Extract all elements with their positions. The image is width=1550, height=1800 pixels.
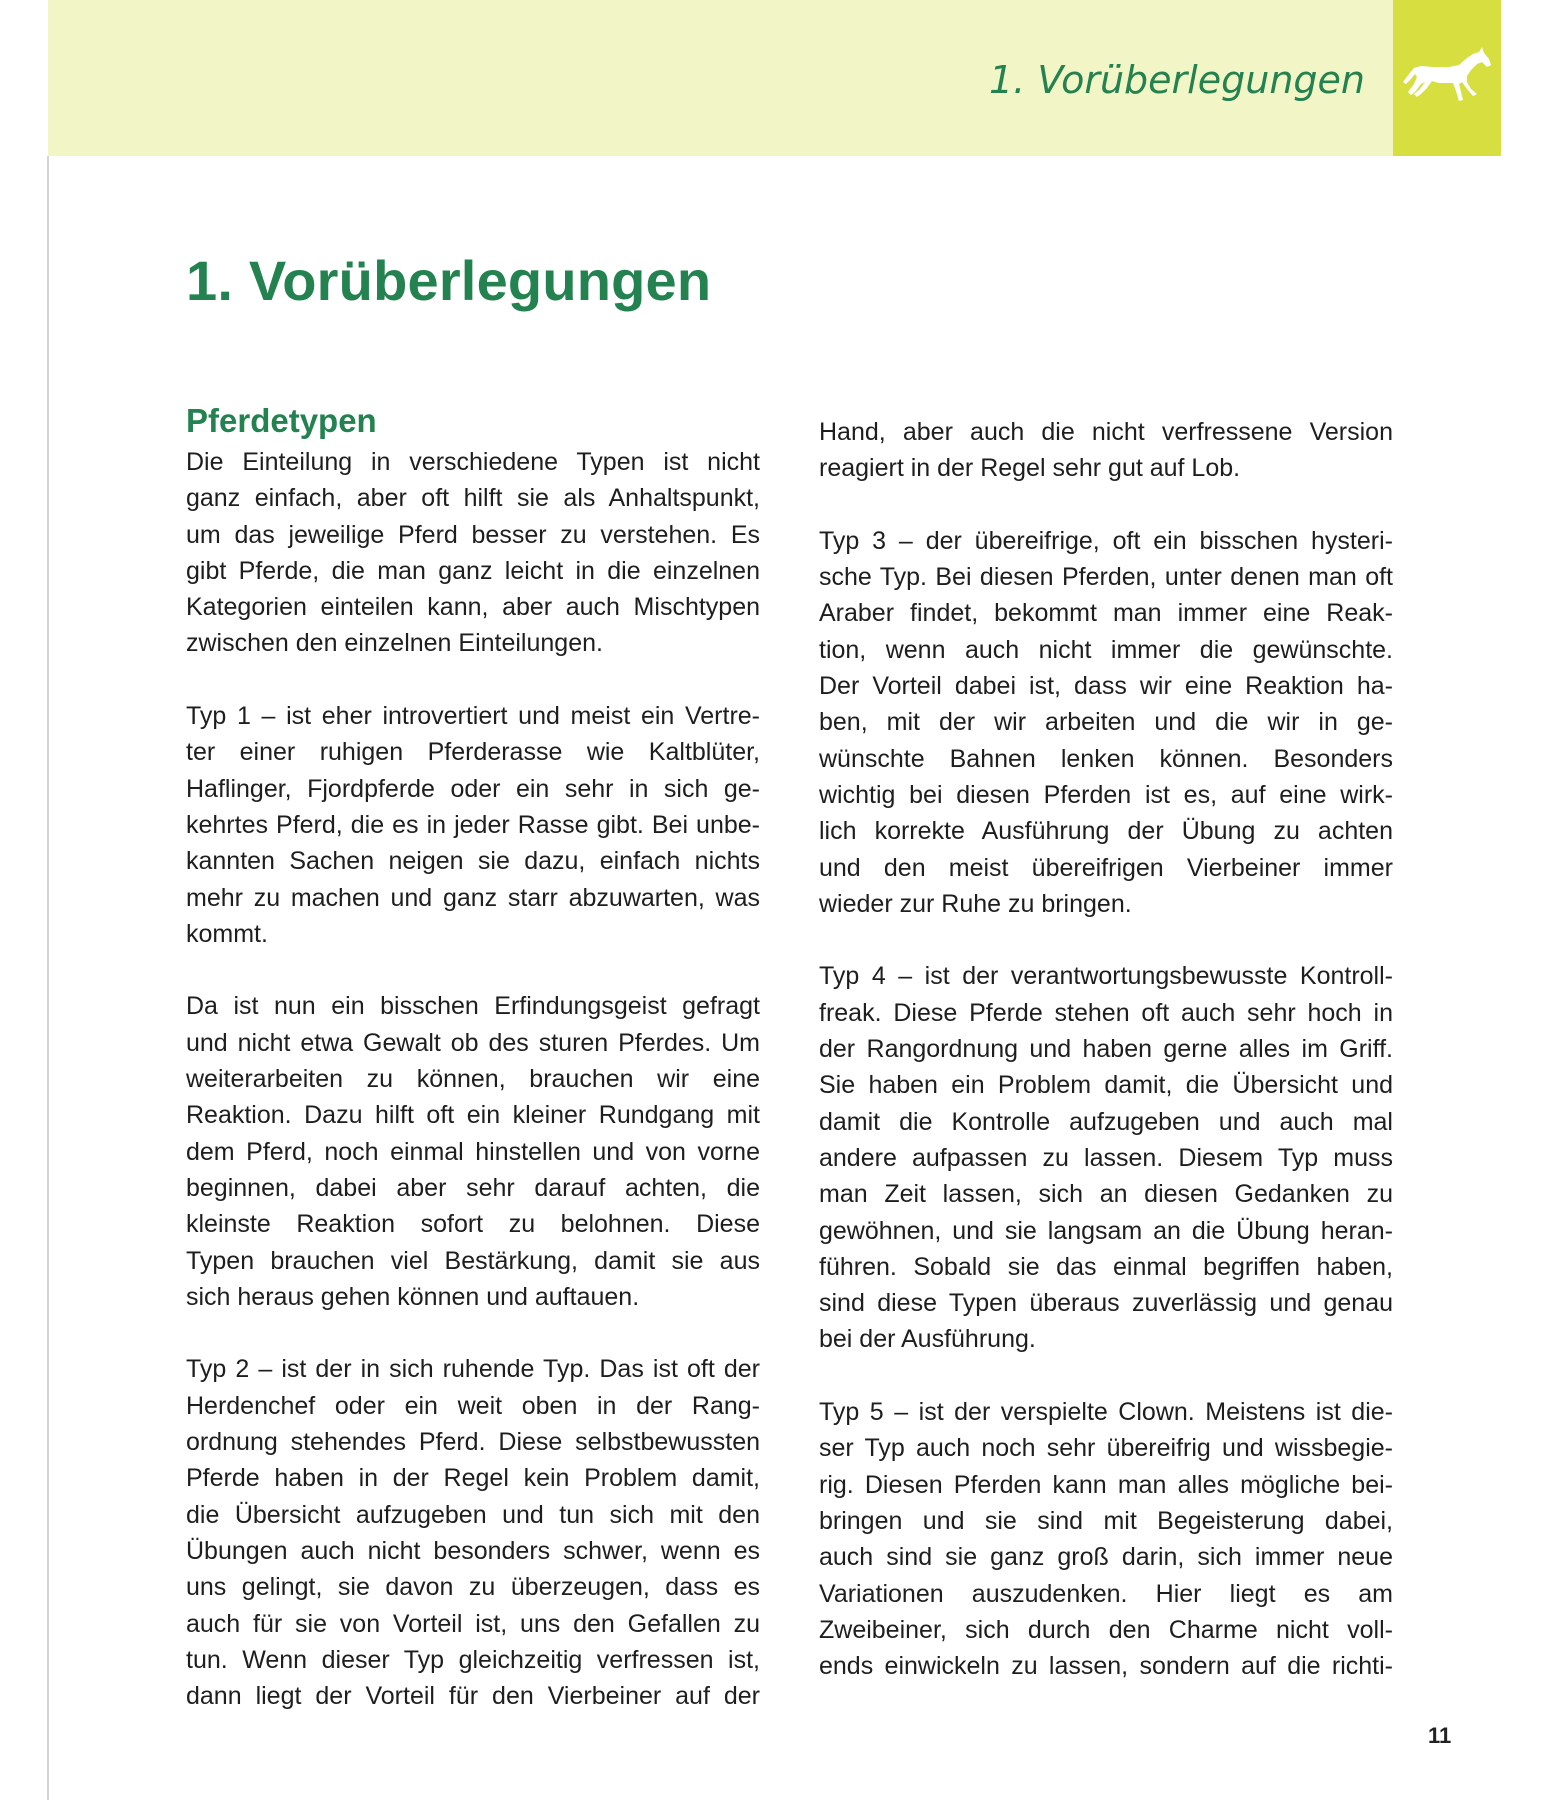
paragraph bbox=[819, 523, 1393, 922]
text-line: auch für sie von Vorteil ist, uns den Gefallen zu bbox=[186, 1609, 760, 1638]
text-line: Typ 3 – der übereifrige, oft ein bisschen hysteri- bbox=[819, 526, 1393, 555]
right-column-body bbox=[819, 414, 1393, 1684]
text-line: Die Einteilung in verschiedene Typen ist nicht bbox=[186, 448, 760, 476]
text-line: zwischen den einzelnen Einteilungen. bbox=[186, 629, 603, 658]
horse-icon bbox=[1401, 46, 1493, 106]
text-line: die Übersicht aufzugeben und tun sich mit den bbox=[186, 1500, 760, 1529]
text-line: Typ 2 – ist der in sich ruhende Typ. Das ist oft der bbox=[186, 1355, 760, 1384]
text-line: ganz einfach, aber oft hilft sie als Anhaltspunkt, bbox=[186, 484, 760, 513]
text-line: sche Typ. Bei diesen Pferden, unter denen man oft bbox=[819, 563, 1393, 592]
text-line: wichtig bei diesen Pferden ist es, auf eine wirk- bbox=[819, 780, 1393, 809]
page-spine-line bbox=[47, 156, 49, 1800]
text-line: gibt Pferde, die man ganz leicht in die einzelnen bbox=[186, 556, 760, 585]
paragraph bbox=[819, 414, 1393, 487]
text-line: bringen und sie sind mit Begeisterung dabei, bbox=[819, 1506, 1393, 1535]
section-heading: Pferdetypen bbox=[186, 402, 377, 439]
text-line: man Zeit lassen, sich an diesen Gedanken zu bbox=[819, 1180, 1393, 1209]
paragraph bbox=[186, 698, 760, 952]
text-line: Herdenchef oder ein weit oben in der Rang- bbox=[186, 1391, 760, 1420]
text-line: ordnung stehendes Pferd. Diese selbstbewussten bbox=[186, 1428, 760, 1457]
left-column bbox=[186, 396, 760, 1714]
paragraph-gap bbox=[819, 922, 1393, 958]
text-line: gewöhnen, und sie langsam an die Übung heran- bbox=[819, 1216, 1393, 1245]
paragraph-gap bbox=[819, 487, 1393, 523]
paragraph bbox=[819, 1394, 1393, 1684]
text-line: kehrtes Pferd, die es in jeder Rasse gibt. Bei unbe- bbox=[186, 810, 760, 839]
text-line: weiterarbeiten zu können, brauchen wir eine bbox=[186, 1065, 760, 1094]
paragraph bbox=[819, 958, 1393, 1357]
text-line: mehr zu machen und ganz starr abzuwarten, was bbox=[186, 883, 760, 912]
paragraph-gap bbox=[186, 952, 760, 988]
text-line: und nicht etwa Gewalt ob des sturen Pferdes. Um bbox=[186, 1028, 760, 1057]
running-header-title: 1. Vorüberlegungen bbox=[989, 58, 1365, 102]
text-line: Zweibeiner, sich durch den Charme nicht voll- bbox=[819, 1615, 1393, 1644]
text-line: Sie haben ein Problem damit, die Übersicht und bbox=[819, 1071, 1393, 1100]
text-line: ends einwickeln zu lassen, sondern auf die richti- bbox=[819, 1652, 1393, 1681]
left-column-body bbox=[186, 444, 760, 1714]
text-line: Typen brauchen viel Bestärkung, damit sie aus bbox=[186, 1246, 760, 1275]
text-line: Typ 4 – ist der verantwortungsbewusste Kontroll- bbox=[819, 962, 1393, 991]
text-line: Kategorien einteilen kann, aber auch Mischtypen bbox=[186, 593, 760, 622]
text-line: tun. Wenn dieser Typ gleichzeitig verfressen ist, bbox=[186, 1645, 760, 1674]
text-line: Typ 1 – ist eher introvertiert und meist ein Vertre- bbox=[186, 702, 760, 731]
paragraph-gap bbox=[186, 662, 760, 698]
text-line: führen. Sobald sie das einmal begriffen haben, bbox=[819, 1252, 1393, 1281]
right-column bbox=[819, 414, 1393, 1684]
text-line: reagiert in der Regel sehr gut auf Lob. bbox=[819, 454, 1241, 483]
running-header bbox=[48, 0, 1501, 156]
text-line: kommt. bbox=[186, 919, 268, 948]
text-line: sich heraus gehen können und auftauen. bbox=[186, 1282, 640, 1311]
text-line: Typ 5 – ist der verspielte Clown. Meistens ist die- bbox=[819, 1398, 1393, 1427]
text-line: lich korrekte Ausführung der Übung zu achten bbox=[819, 817, 1393, 846]
paragraph-gap bbox=[186, 1315, 760, 1351]
page-number: 11 bbox=[1428, 1723, 1452, 1748]
text-line: Haflinger, Fjordpferde oder ein sehr in sich ge- bbox=[186, 774, 760, 803]
text-line: und den meist übereifrigen Vierbeiner immer bbox=[819, 853, 1393, 882]
text-line: Araber findet, bekommt man immer eine Reak- bbox=[819, 599, 1393, 628]
paragraph bbox=[186, 1351, 760, 1714]
text-line: damit die Kontrolle aufzugeben und auch mal bbox=[819, 1107, 1393, 1136]
text-line: tion, wenn auch nicht immer die gewünschte. bbox=[819, 635, 1393, 664]
text-line: bei der Ausführung. bbox=[819, 1325, 1036, 1354]
text-line: dann liegt der Vorteil für den Vierbeiner auf der bbox=[186, 1682, 760, 1711]
text-line: um das jeweilige Pferd besser zu verstehen. Es bbox=[186, 520, 760, 549]
text-line: andere aufpassen zu lassen. Diesem Typ muss bbox=[819, 1143, 1393, 1172]
text-line: der Rangordnung und haben gerne alles im Griff. bbox=[819, 1035, 1393, 1064]
header-tab bbox=[1393, 0, 1501, 156]
text-line: beginnen, dabei aber sehr darauf achten, die bbox=[186, 1173, 760, 1202]
paragraph bbox=[186, 988, 760, 1315]
text-line: Variationen auszudenken. Hier liegt es am bbox=[819, 1579, 1393, 1608]
text-line: ter einer ruhigen Pferderasse wie Kaltblüter, bbox=[186, 738, 760, 767]
text-line: kannten Sachen neigen sie dazu, einfach nichts bbox=[186, 847, 760, 876]
text-line: Reaktion. Dazu hilft oft ein kleiner Rundgang mit bbox=[186, 1101, 760, 1130]
text-line: Übungen auch nicht besonders schwer, wenn es bbox=[186, 1536, 760, 1565]
text-line: ser Typ auch noch sehr übereifrig und wissbegie- bbox=[819, 1434, 1393, 1463]
text-line: freak. Diese Pferde stehen oft auch sehr hoch in bbox=[819, 998, 1393, 1027]
text-line: sind diese Typen überaus zuverlässig und genau bbox=[819, 1289, 1393, 1318]
paragraph-gap bbox=[819, 1358, 1393, 1394]
text-line: Hand, aber auch die nicht verfressene Version bbox=[819, 418, 1393, 446]
chapter-title: 1. Vorüberlegungen bbox=[186, 249, 712, 312]
text-line: auch sind sie ganz groß darin, sich immer neue bbox=[819, 1543, 1393, 1572]
paragraph bbox=[186, 444, 760, 662]
text-line: ben, mit der wir arbeiten und die wir in ge- bbox=[819, 708, 1393, 737]
text-line: wieder zur Ruhe zu bringen. bbox=[819, 889, 1132, 918]
text-line: rig. Diesen Pferden kann man alles mögliche bei- bbox=[819, 1470, 1393, 1499]
text-line: kleinste Reaktion sofort zu belohnen. Diese bbox=[186, 1210, 760, 1239]
text-line: dem Pferd, noch einmal hinstellen und von vorne bbox=[186, 1137, 760, 1166]
text-line: Da ist nun ein bisschen Erfindungsgeist gefragt bbox=[186, 992, 760, 1021]
text-line: Der Vorteil dabei ist, dass wir eine Reaktion ha- bbox=[819, 672, 1393, 701]
text-line: Pferde haben in der Regel kein Problem damit, bbox=[186, 1464, 760, 1493]
text-line: uns gelingt, sie davon zu überzeugen, dass es bbox=[186, 1573, 760, 1602]
text-line: wünschte Bahnen lenken können. Besonders bbox=[819, 744, 1393, 773]
